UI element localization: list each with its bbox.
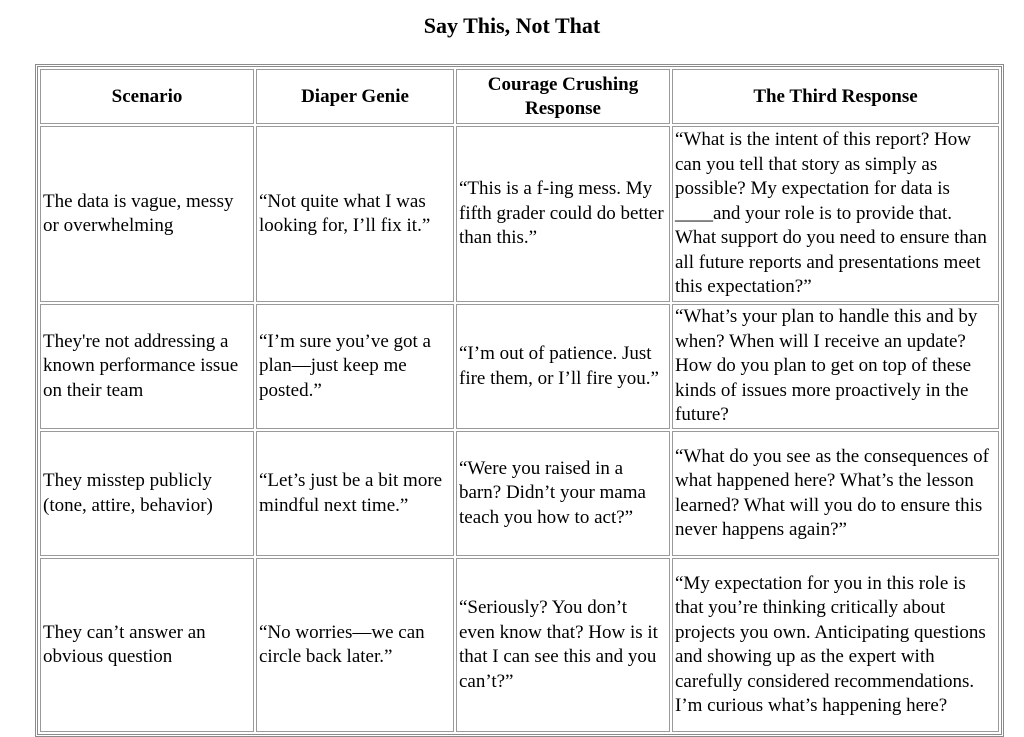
table-row — [40, 304, 999, 429]
scenario-cell: They're not addressing a known performance issue on their team — [40, 304, 254, 429]
table-row — [40, 126, 999, 302]
diaper-genie-cell: “Not quite what I was looking for, I’ll fix it.” — [256, 126, 454, 302]
courage-crushing-cell: “This is a f-ing mess. My fifth grader could do better than this.” — [456, 126, 670, 302]
page-title: Say This, Not That — [423, 13, 601, 38]
scenario-cell: The data is vague, messy or overwhelming — [40, 126, 254, 302]
third-response-cell: “What do you see as the consequences of what happened here? What’s the lesson learned? What will you do to ensure this never happens again?” — [672, 431, 999, 556]
third-response-cell: “My expectation for you in this role is that you’re thinking critically about projects you own. Anticipating questions and showing up as the expert with carefully considered recommendations. I’m curious what’s happening here? — [672, 558, 999, 732]
third-response-cell: “What’s your plan to handle this and by when? When will I receive an update? How do you plan to get on top of these kinds of issues more proactively in the future? — [672, 304, 999, 429]
header-diaper-genie: Diaper Genie — [256, 69, 454, 124]
diaper-genie-cell: “I’m sure you’ve got a plan—just keep me posted.” — [256, 304, 454, 429]
comparison-table — [35, 64, 1004, 737]
courage-crushing-cell: “Were you raised in a barn? Didn’t your mama teach you how to act?” — [456, 431, 670, 556]
table-row — [40, 431, 999, 556]
courage-crushing-cell: “Seriously? You don’t even know that? How is it that I can see this and you can’t?” — [456, 558, 670, 732]
courage-crushing-cell: “I’m out of patience. Just fire them, or I’ll fire you.” — [456, 304, 670, 429]
diaper-genie-cell: “No worries—we can circle back later.” — [256, 558, 454, 732]
scenario-cell: They misstep publicly (tone, attire, behavior) — [40, 431, 254, 556]
header-courage-crushing: Courage Crushing Response — [456, 69, 670, 124]
table-row — [40, 558, 999, 732]
diaper-genie-cell: “Let’s just be a bit more mindful next time.” — [256, 431, 454, 556]
third-response-cell: “What is the intent of this report? How can you tell that story as simply as possible? My expectation for data is ____and your role is to provide that. What support do you need to ensure than all future reports and presentations meet this expectation?” — [672, 126, 999, 302]
header-scenario: Scenario — [40, 69, 254, 124]
table-header-row — [40, 69, 999, 124]
header-third-response: The Third Response — [672, 69, 999, 124]
scenario-cell: They can’t answer an obvious question — [40, 558, 254, 732]
